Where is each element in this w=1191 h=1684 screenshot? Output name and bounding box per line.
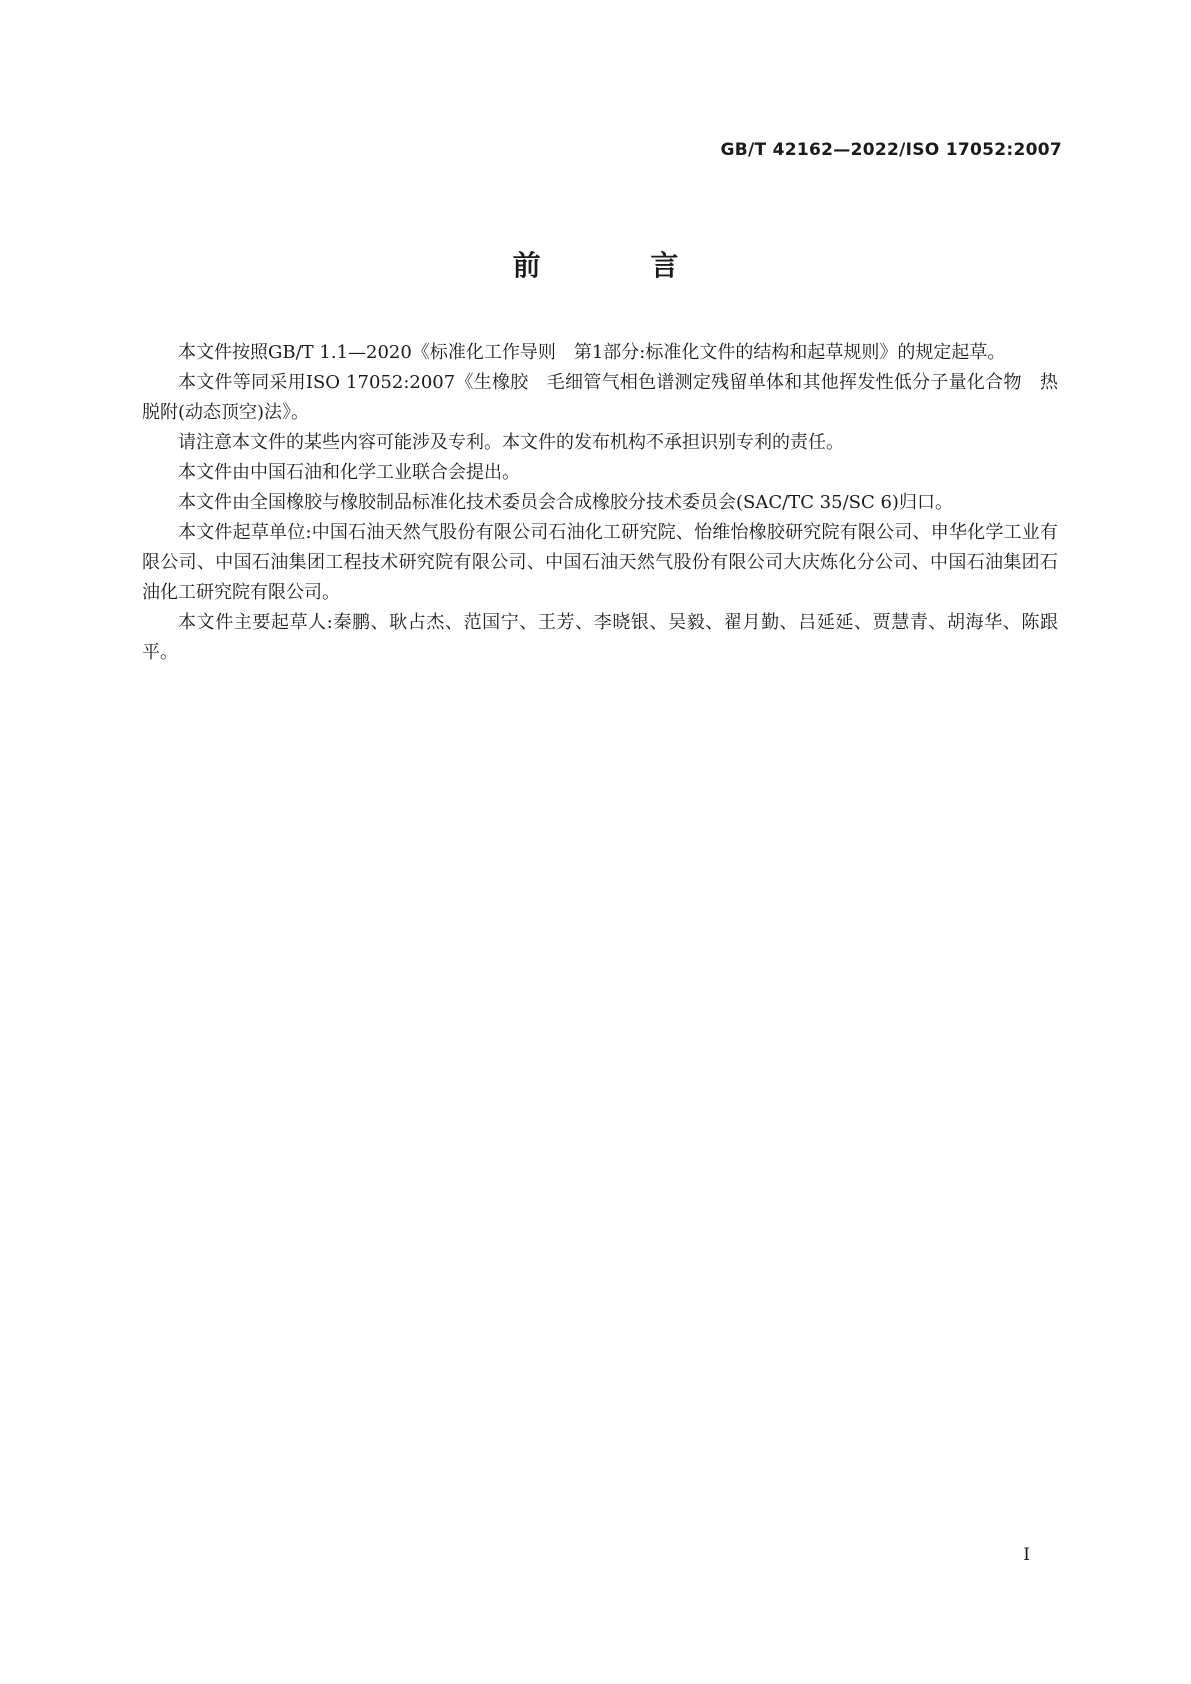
paragraph-drafting-rules: 本文件按照GB/T 1.1—2020《标准化工作导则 第1部分:标准化文件的结构和起草规则》的规定起草。 <box>178 342 1006 363</box>
paragraph-technical-committee: 本文件由全国橡胶与橡胶制品标准化技术委员会合成橡胶分技术委员会(SAC/TC 35/SC 6)归口。 <box>178 492 953 513</box>
paragraph-drafting-organizations: 本文件起草单位:中国石油天然气股份有限公司石油化工研究院、怡维怡橡胶研究院有限公司、申华化学工业有限公司、中国石油集团工程技术研究院有限公司、中国石油天然气股份有限公司大庆炼化分公司、中国石油集团石油化工研究院有限公司。 <box>142 522 1058 603</box>
paragraph-drafters: 本文件主要起草人:秦鹏、耿占杰、范国宁、王芳、李晓银、吴毅、翟月勤、吕延延、贾慧青、胡海华、陈跟平。 <box>142 612 1058 663</box>
paragraph-proposer: 本文件由中国石油和化学工业联合会提出。 <box>178 462 520 483</box>
paragraph-patent-notice: 请注意本文件的某些内容可能涉及专利。本文件的发布机构不承担识别专利的责任。 <box>178 432 844 453</box>
paragraph-adoption: 本文件等同采用ISO 17052:2007《生橡胶 毛细管气相色谱测定残留单体和其他挥发性低分子量化合物 热脱附(动态顶空)法》。 <box>142 372 1058 423</box>
foreword-body <box>142 338 1058 668</box>
standard-code: GB/T 42162—2022/ISO 17052:2007 <box>720 140 1062 160</box>
page-title: 前 言 <box>512 249 729 282</box>
page-number: I <box>1023 1545 1030 1565</box>
